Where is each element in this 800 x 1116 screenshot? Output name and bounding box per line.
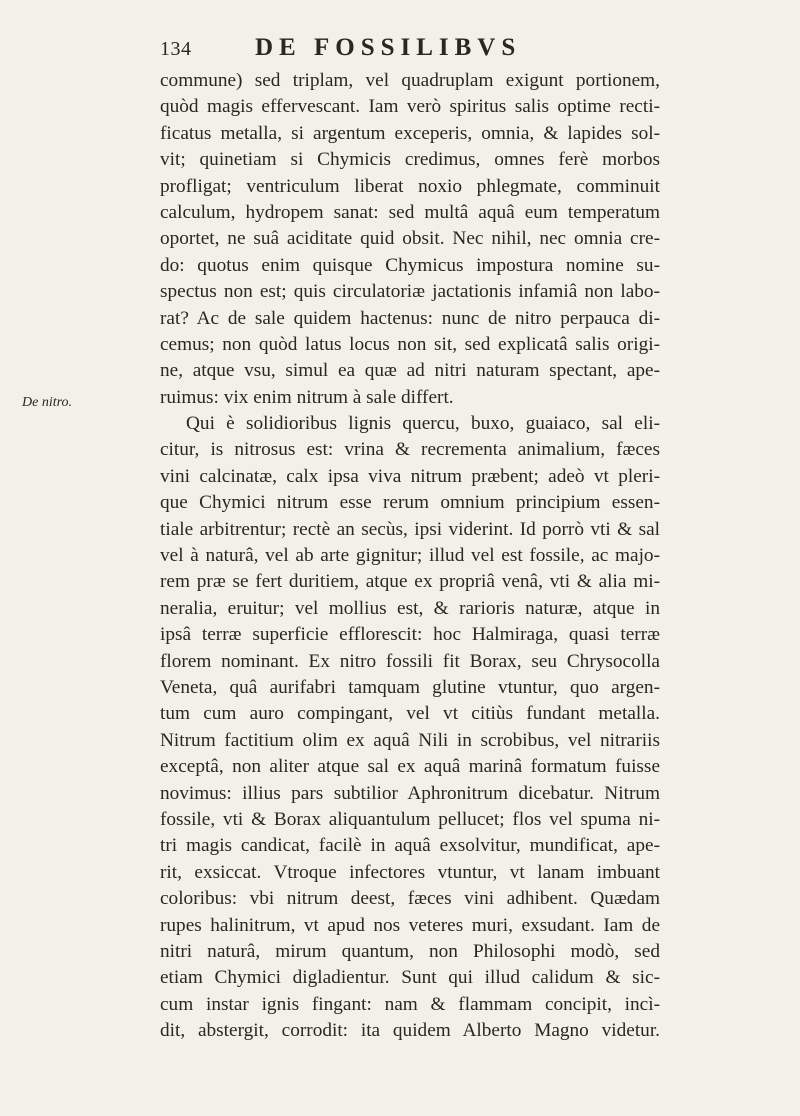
text-line: Nitrum factitium olim ex aquâ Nili in scrobibus, vel nitrariis bbox=[160, 729, 660, 751]
text-line: coloribus: vbi nitrum deest, fæces vini adhibent. Quædam bbox=[160, 888, 660, 910]
body-text bbox=[160, 68, 660, 1044]
text-line: etiam Chymici digladientur. Sunt qui illud calidum & sic- bbox=[160, 967, 660, 989]
text-line: quòd magis effervescant. Iam verò spiritus salis optime recti- bbox=[160, 96, 660, 118]
text-line: dit, abstergit, corrodit: ita quidem Alberto Magno videtur. bbox=[160, 1020, 660, 1042]
text-line: ipsâ terræ superficie efflorescit: hoc Halmiraga, quasi terræ bbox=[160, 624, 660, 646]
text-line: Veneta, quâ aurifabri tamquam glutine vtuntur, quo argen- bbox=[160, 676, 660, 698]
text-line: ne, atque vsu, simul ea quæ ad nitri naturam spectant, ape- bbox=[160, 360, 660, 382]
text-line: rem præ se fert duritiem, atque ex propriâ venâ, vti & alia mi- bbox=[160, 571, 660, 593]
text-line: tri magis candicat, facilè in aquâ exsolvitur, mundificat, ape- bbox=[160, 835, 660, 857]
text-line: tiale arbitrentur; rectè an secùs, ipsi viderint. Id porrò vti & sal bbox=[160, 518, 660, 540]
text-line: citur, is nitrosus est: vrina & recrementa animalium, fæces bbox=[160, 439, 660, 461]
text-line: rit, exsiccat. Vtroque infectores vtuntur, vt lanam imbuant bbox=[160, 861, 660, 883]
text-line: cum instar ignis fingant: nam & flammam concipit, incì- bbox=[160, 993, 660, 1015]
text-line: neralia, eruitur; vel mollius est, & rarioris naturæ, atque in bbox=[160, 597, 660, 619]
text-line: Qui è solidioribus lignis quercu, buxo, guaiaco, sal eli- bbox=[186, 413, 660, 435]
text-line: vel à naturâ, vel ab arte gignitur; illud vel est fossile, ac majo- bbox=[160, 545, 660, 567]
margin-note: De nitro. bbox=[22, 395, 73, 410]
text-line: vit; quinetiam si Chymicis credimus, omnes ferè morbos bbox=[160, 149, 660, 171]
running-head bbox=[160, 34, 630, 68]
text-line: calculum, hydropem sanat: sed multâ aquâ eum temperatum bbox=[160, 201, 660, 223]
text-line: rat? Ac de sale quidem hactenus: nunc de nitro perpauca di- bbox=[160, 307, 660, 329]
text-line: do: quotus enim quisque Chymicus impostura nomine su- bbox=[160, 254, 660, 276]
text-line: que Chymici nitrum esse rerum omnium principium essen- bbox=[160, 492, 660, 514]
text-line: novimus: illius pars subtilior Aphronitrum dicebatur. Nitrum bbox=[160, 782, 660, 804]
text-line: florem nominant. Ex nitro fossili fit Borax, seu Chrysocolla bbox=[160, 650, 660, 672]
text-line: exceptâ, non aliter atque sal ex aquâ marinâ formatum fuisse bbox=[160, 756, 660, 778]
text-line: profligat; ventriculum liberat noxio phlegmate, comminuit bbox=[160, 175, 660, 197]
text-line: nitri naturâ, mirum quantum, non Philosophi modò, sed bbox=[160, 940, 660, 962]
text-line: ruimus: vix enim nitrum à sale differt. bbox=[160, 386, 454, 408]
text-line: cemus; non quòd latus locus non sit, sed explicatâ salis origi- bbox=[160, 333, 660, 355]
text-line: tum cum auro compingant, vel vt citiùs fundant metalla. bbox=[160, 703, 660, 725]
text-line: rupes halinitrum, vt apud nos veteres muri, exsudant. Iam de bbox=[160, 914, 660, 936]
running-title: DE FOSSILIBVS bbox=[255, 34, 522, 61]
text-line: fossile, vti & Borax aliquantulum pellucet; flos vel spuma ni- bbox=[160, 808, 660, 830]
text-line: oportet, ne suâ aciditate quid obsit. Nec nihil, nec omnia cre- bbox=[160, 228, 660, 250]
text-line: ficatus metalla, si argentum exceperis, omnia, & lapides sol- bbox=[160, 122, 660, 144]
page-number: 134 bbox=[160, 38, 192, 60]
text-line: commune) sed triplam, vel quadruplam exigunt portionem, bbox=[160, 70, 660, 91]
text-line: spectus non est; quis circulatoriæ jactationis infamiâ non labo- bbox=[160, 281, 660, 303]
text-line: vini calcinatæ, calx ipsa viva nitrum præbent; adeò vt pleri- bbox=[160, 465, 660, 487]
